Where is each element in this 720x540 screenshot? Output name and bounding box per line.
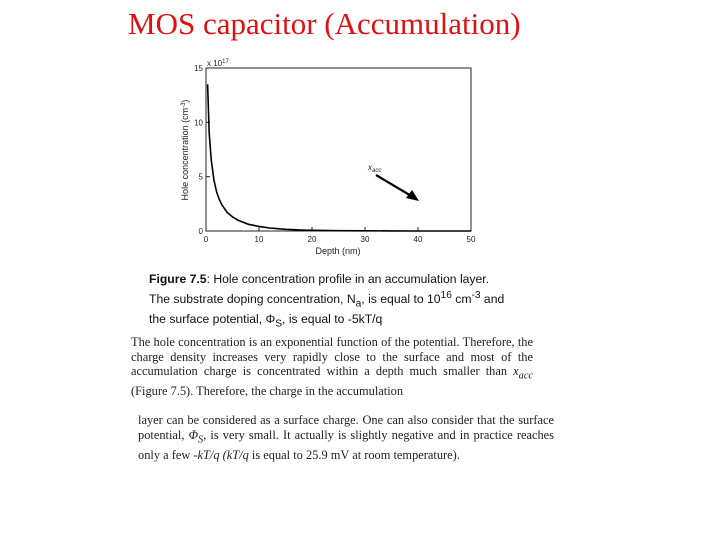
x-tick-label: 40 xyxy=(413,235,423,244)
caption-line-1: Figure 7.5: Hole concentration profile in an accumulation layer. xyxy=(149,272,490,286)
hole-concentration-curve xyxy=(208,84,471,231)
x-tick-label: 10 xyxy=(254,235,264,244)
x-tick-label: 0 xyxy=(203,235,209,244)
y-tick-label: 0 xyxy=(198,227,203,236)
paragraph-2: layer can be considered as a surface charge. One can also consider that the surface potential, $\Phi_S$, is very small. It actually is slightly negative and in practice reaches only a few -kT/q (kT/q is equal to 25.9 mV at room temperature). xyxy=(138,413,554,462)
y-tick-label: 15 xyxy=(194,64,203,73)
figure-label: Figure 7.5 xyxy=(149,272,207,286)
caption-line-3: the surface potential, $\Phi_S$, is equal to -5kT/q xyxy=(149,311,383,329)
caption-line-2: The substrate doping concentration, $N_a$, is equal to $10^{16}$ $cm^{-3}$ and xyxy=(149,289,505,309)
x-tick-label: 30 xyxy=(360,235,370,244)
figure-caption xyxy=(149,272,529,331)
x-axis-label: Depth (nm) xyxy=(315,246,361,256)
y-tick-label: 5 xyxy=(198,172,203,182)
annotation-arrow xyxy=(376,175,419,201)
x-axis-ticks xyxy=(204,227,476,244)
plot-frame xyxy=(206,68,471,231)
y-multiplier: x $10^{17}$ xyxy=(207,59,229,68)
x-tick-label: 50 xyxy=(466,235,476,244)
paragraph-1: The hole concentration is an exponential function of the potential. Therefore, the charge density increases very rapidly close to the surface and most of the accumulation charge is concentrated within a depth much smaller than $x_{acc}$ (Figure 7.5). Therefore, the charge in the accumulation xyxy=(131,335,533,399)
y-axis-label: Hole concentration $(cm^{-3})$ xyxy=(180,99,190,201)
x-acc-annotation-label: $x_{acc}$ xyxy=(368,163,382,174)
slide-title: MOS capacitor (Accumulation) xyxy=(128,6,521,41)
y-tick-label: 10 xyxy=(194,118,203,128)
x-tick-label: 20 xyxy=(307,235,317,244)
